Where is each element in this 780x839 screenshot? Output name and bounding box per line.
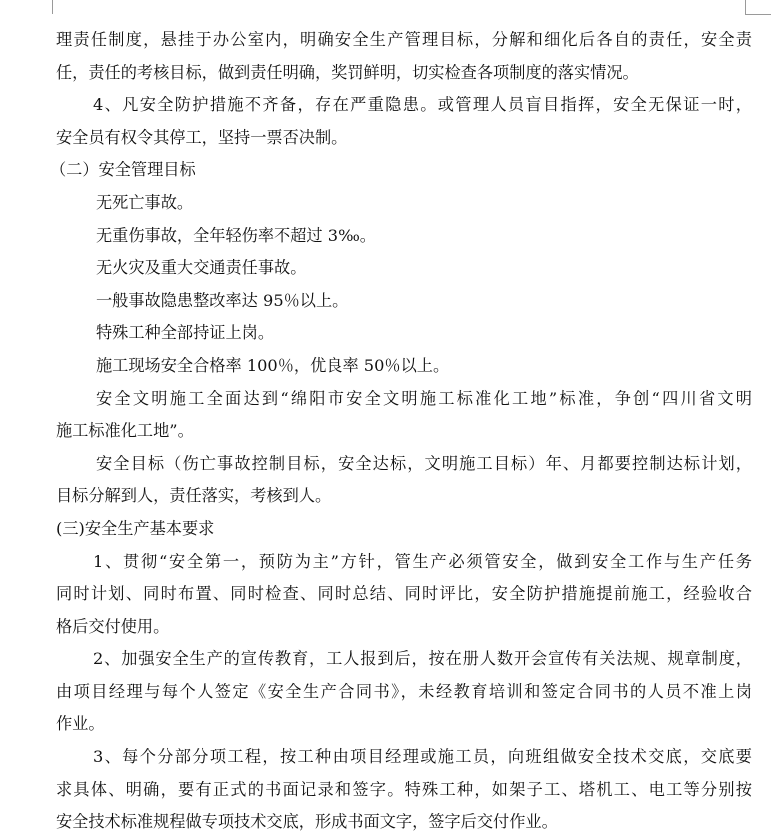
text-line: 安全文明施工全面达到“绵阳市安全文明施工标准化工地”标准，争创“四川省文明 xyxy=(96,388,752,408)
text-line: 安全技术标准规程做专项技术交底，形成书面文字，签字后交付作业。 xyxy=(56,812,558,832)
text-line: 无重伤事故，全年轻伤率不超过 3‰。 xyxy=(96,225,376,245)
text-line: 安全员有权令其停工，坚持一票否决制。 xyxy=(56,127,348,147)
text-line: 无死亡事故。 xyxy=(96,192,194,212)
text-line: 无火灾及重大交通责任事故。 xyxy=(96,258,307,278)
text-line: 任，责任的考核目标，做到责任明确，奖罚鲜明，切实检查各项制度的落实情况。 xyxy=(56,62,639,82)
text-line: 同时计划、同时布置、同时检查、同时总结、同时评比，安全防护措施提前施工，经验收合 xyxy=(56,584,752,604)
text-line: 3、每个分部分项工程，按工种由项目经理或施工员，向班组做安全技术交底，交底要 xyxy=(93,747,752,767)
page-corner-mark-left xyxy=(52,0,53,14)
text-line: 4、凡安全防护措施不齐备，存在严重隐患。或管理人员盲目指挥，安全无保证一时， xyxy=(93,95,752,115)
text-line: 理责任制度，悬挂于办公室内，明确安全生产管理目标，分解和细化后各自的责任，安全责 xyxy=(56,30,752,49)
page-corner-mark-right xyxy=(745,0,746,14)
text-line: 一般事故隐患整改率达 95％以上。 xyxy=(96,290,349,310)
text-line: 安全目标（伤亡事故控制目标，安全达标，文明施工目标）年、月都要控制达标计划， xyxy=(96,453,752,473)
document-body xyxy=(50,24,752,839)
section-heading: （二）安全管理目标 xyxy=(50,160,196,180)
section-heading: (三)安全生产基本要求 xyxy=(56,518,215,538)
text-line: 2、加强安全生产的宣传教育，工人报到后，按在册人数开会宣传有关法规、规章制度， xyxy=(93,649,752,669)
text-line: 目标分解到人，责任落实，考核到人。 xyxy=(56,486,332,506)
text-line: 施工标准化工地”。 xyxy=(56,421,194,441)
text-line: 施工现场安全合格率 100％，优良率 50％以上。 xyxy=(96,355,450,375)
text-line: 1、贯彻“安全第一，预防为主”方针，管生产必须管安全，做到安全工作与生产任务 xyxy=(93,551,752,571)
text-line: 格后交付使用。 xyxy=(56,616,170,636)
text-line: 作业。 xyxy=(56,714,105,734)
text-line: 特殊工种全部持证上岗。 xyxy=(96,323,275,343)
text-line: 求具体、明确，要有正式的书面记录和签字。特殊工种，如架子工、塔机工、电工等分别按 xyxy=(56,779,752,799)
text-line: 由项目经理与每个人签定《安全生产合同书》，未经教育培训和签定合同书的人员不准上岗 xyxy=(56,681,752,701)
page-corner-mark-right-horizontal xyxy=(745,14,771,15)
